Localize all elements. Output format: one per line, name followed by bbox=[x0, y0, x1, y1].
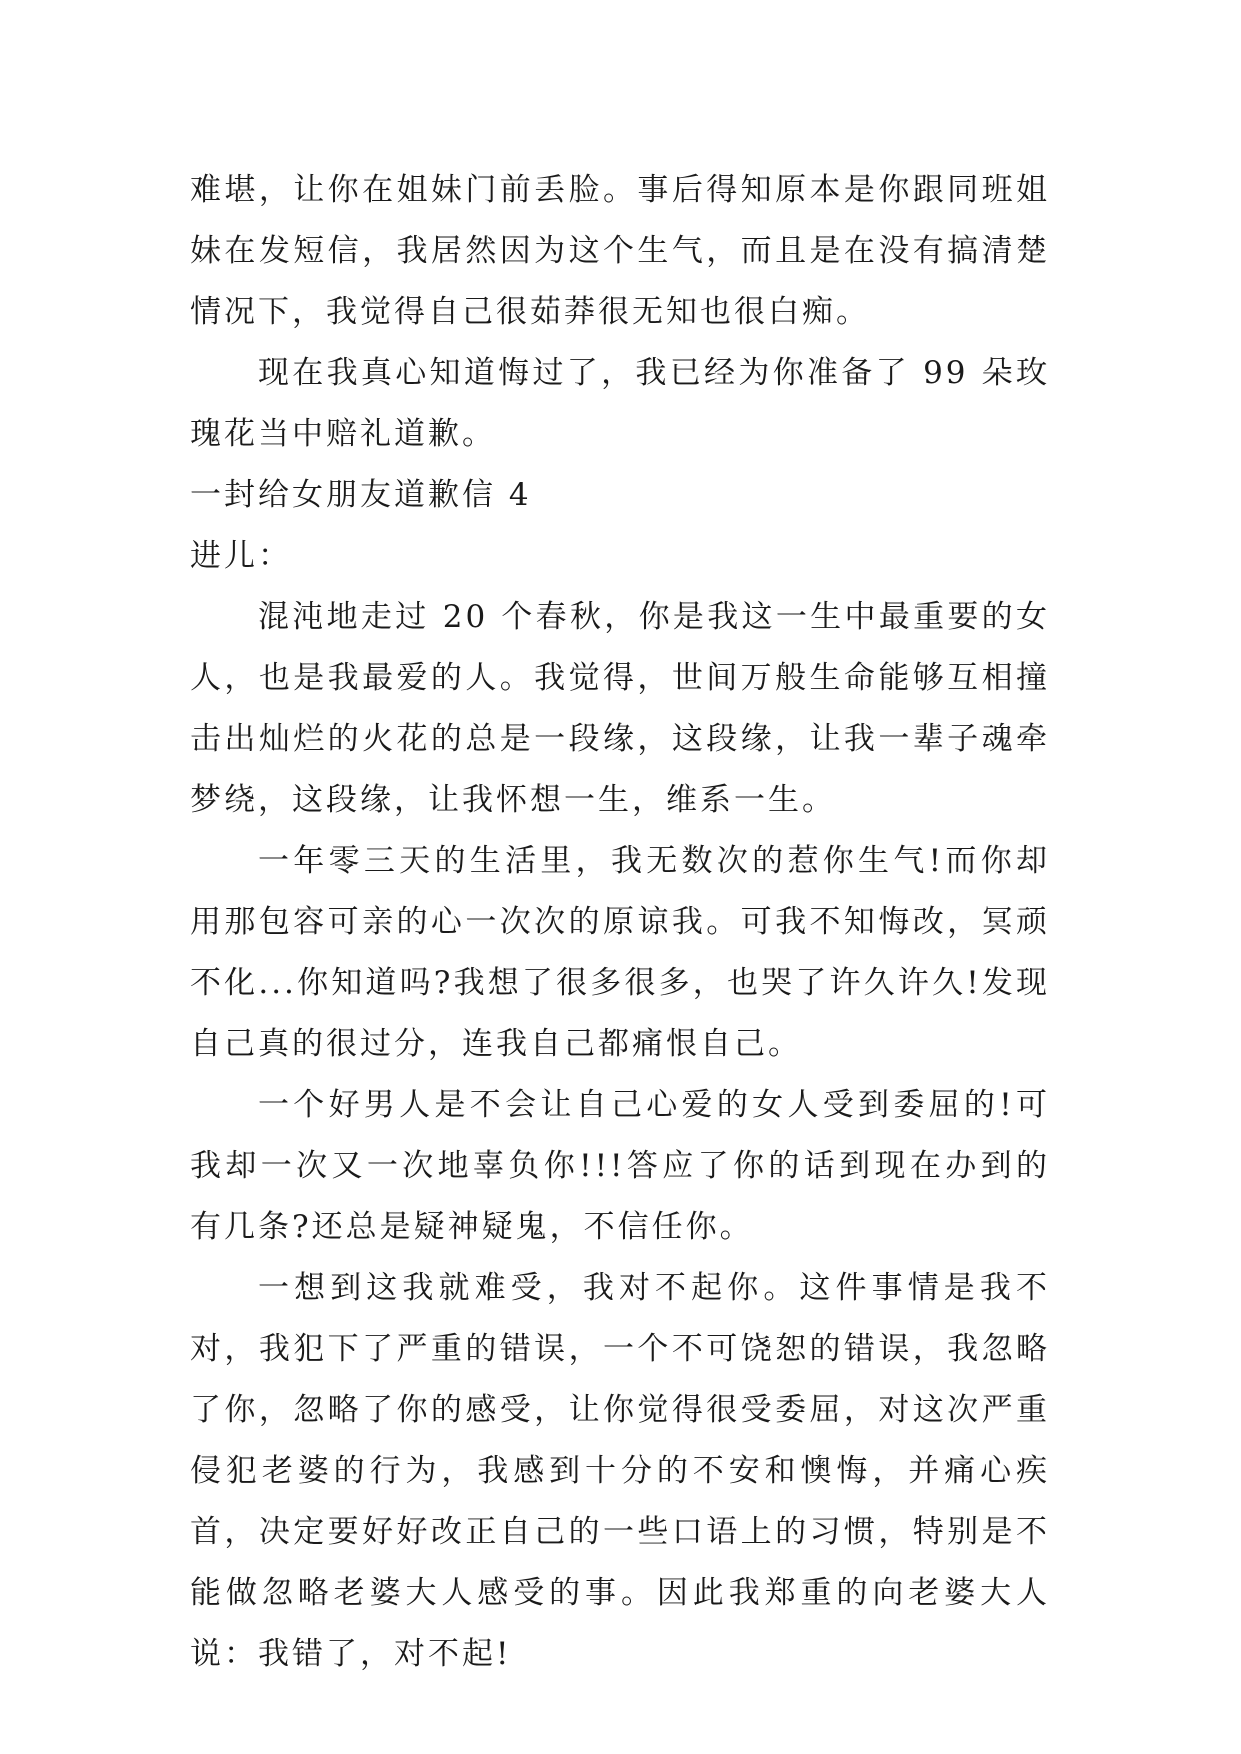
paragraph-sorry: 一想到这我就难受，我对不起你。这件事情是我不对，我犯下了严重的错误，一个不可饶恕的错误，我忽略了你，忽略了你的感受，让你觉得很受委屈，对这次严重侵犯老婆的行为，我感到十分的不安和懊悔，并痛心疾首，决定要好好改正自己的一些口语上的习惯，特别是不能做忽略老婆大人感受的事。因此我郑重的向老婆大人说：我错了，对不起! bbox=[190, 1270, 1050, 1672]
paragraph-continuation: 难堪，让你在姐妹门前丢脸。事后得知原本是你跟同班姐妹在发短信，我居然因为这个生气，而且是在没有搞清楚情况下，我觉得自己很茹莽很无知也很白痴。 bbox=[190, 172, 1050, 330]
salutation: 进儿： bbox=[190, 538, 292, 574]
section-heading: 一封给女朋友道歉信 4 bbox=[190, 477, 532, 513]
paragraph-apology-roses: 现在我真心知道悔过了，我已经为你准备了 99 朵玫瑰花当中赔礼道歉。 bbox=[190, 355, 1050, 452]
document-body bbox=[190, 160, 1050, 1685]
paragraph-one-year: 一年零三天的生活里，我无数次的惹你生气!而你却用那包容可亲的心一次次的原谅我。可我不知悔改，冥顽不化...你知道吗?我想了很多很多，也哭了许久许久!发现自己真的很过分，连我自己都痛恨自己。 bbox=[190, 843, 1050, 1062]
paragraph-20-years: 混沌地走过 20 个春秋，你是我这一生中最重要的女人，也是我最爱的人。我觉得，世间万般生命能够互相撞击出灿烂的火花的总是一段缘，这段缘，让我一辈子魂牵梦绕，这段缘，让我怀想一生，维系一生。 bbox=[190, 599, 1050, 818]
paragraph-good-man: 一个好男人是不会让自己心爱的女人受到委屈的!可我却一次又一次地辜负你!!!答应了你的话到现在办到的有几条?还总是疑神疑鬼，不信任你。 bbox=[190, 1087, 1050, 1245]
